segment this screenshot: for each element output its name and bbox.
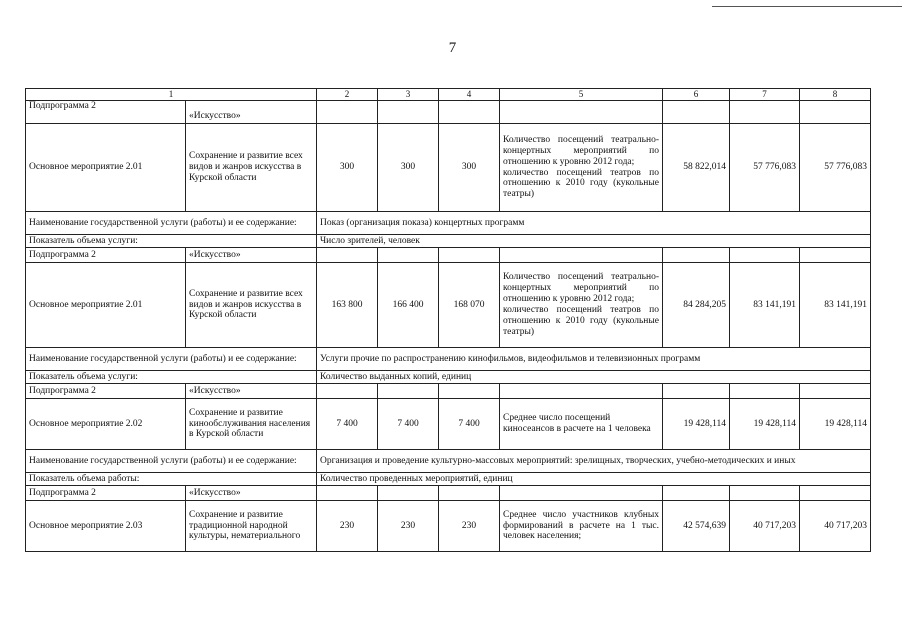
value-col-6: 84 284,205 (663, 263, 730, 348)
col-header-2: 2 (317, 89, 378, 101)
program-table (25, 88, 871, 552)
event-description: Сохранение и развитие традиционной народной культуры, нематериального (186, 501, 317, 552)
value-col-3: 166 400 (378, 263, 439, 348)
value-col-4: 7 400 (439, 399, 500, 450)
service-row (26, 450, 871, 473)
event-label: Основное мероприятие 2.01 (26, 124, 186, 212)
subprogram-name: «Искусство» (186, 248, 317, 263)
service-value: Показ (организация показа) концертных программ (317, 212, 871, 235)
volume-value: Количество выданных копий, единиц (317, 371, 871, 384)
service-label: Наименование государственной услуги (работы) и ее содержание: (26, 212, 317, 235)
volume-label: Показатель объема услуги: (26, 371, 317, 384)
subprogram-name: «Искусство» (186, 101, 317, 124)
volume-row (26, 371, 871, 384)
col-header-7: 7 (730, 89, 800, 101)
value-col-8: 57 776,083 (800, 124, 871, 212)
value-col-3: 7 400 (378, 399, 439, 450)
value-col-8: 83 141,191 (800, 263, 871, 348)
service-row (26, 212, 871, 235)
event-row (26, 501, 871, 552)
indicator-text: Среднее число участников клубных формирований в расчете на 1 тыс. человек населения; (500, 501, 663, 552)
value-col-4: 168 070 (439, 263, 500, 348)
service-label: Наименование государственной услуги (работы) и ее содержание: (26, 450, 317, 473)
event-label: Основное мероприятие 2.01 (26, 263, 186, 348)
subprogram-label: Подпрограмма 2 (26, 486, 186, 501)
value-col-2: 300 (317, 124, 378, 212)
top-rule (712, 6, 902, 7)
value-col-3: 230 (378, 501, 439, 552)
volume-value: Число зрителей, человек (317, 235, 871, 248)
event-description: Сохранение и развитие кинообслуживания населения в Курской области (186, 399, 317, 450)
value-col-7: 57 776,083 (730, 124, 800, 212)
event-description: Сохранение и развитие всех видов и жанров искусства в Курской области (186, 263, 317, 348)
subprogram-row (26, 248, 871, 263)
col-header-4: 4 (439, 89, 500, 101)
indicator-text: количество посещений театров по отношению к 2010 году (кукольные театры) (503, 167, 659, 200)
value-col-6: 58 822,014 (663, 124, 730, 212)
event-row (26, 124, 871, 212)
service-label: Наименование государственной услуги (работы) и ее содержание: (26, 348, 317, 371)
subprogram-row (26, 486, 871, 501)
event-label: Основное мероприятие 2.02 (26, 399, 186, 450)
subprogram-label: Подпрограмма 2 (26, 248, 186, 263)
subprogram-row (26, 384, 871, 399)
value-col-2: 163 800 (317, 263, 378, 348)
col-header-3: 3 (378, 89, 439, 101)
indicator-cell (500, 124, 663, 212)
indicator-text: Количество посещений театрально-концертных мероприятий по отношению к уровню 2012 года; (503, 272, 659, 305)
volume-value: Количество проведенных мероприятий, единиц (317, 473, 871, 486)
value-col-7: 83 141,191 (730, 263, 800, 348)
event-row (26, 399, 871, 450)
volume-label: Показатель объема работы: (26, 473, 317, 486)
value-col-4: 300 (439, 124, 500, 212)
value-col-8: 40 717,203 (800, 501, 871, 552)
volume-row (26, 235, 871, 248)
indicator-text: Количество посещений театрально-концертных мероприятий по отношению к уровню 2012 года; (503, 134, 659, 167)
value-col-6: 19 428,114 (663, 399, 730, 450)
event-label: Основное мероприятие 2.03 (26, 501, 186, 552)
volume-row (26, 473, 871, 486)
col-header-5: 5 (500, 89, 663, 101)
volume-label: Показатель объема услуги: (26, 235, 317, 248)
subprogram-label: Подпрограмма 2 (26, 384, 186, 399)
value-col-8: 19 428,114 (800, 399, 871, 450)
value-col-2: 7 400 (317, 399, 378, 450)
value-col-7: 19 428,114 (730, 399, 800, 450)
col-header-1: 1 (26, 89, 317, 101)
value-col-6: 42 574,639 (663, 501, 730, 552)
service-value: Услуги прочие по распространению кинофильмов, видеофильмов и телевизионных программ (317, 348, 871, 371)
indicator-text: количество посещений театров по отношению к 2010 году (кукольные театры) (503, 305, 659, 337)
event-row (26, 263, 871, 348)
service-row (26, 348, 871, 371)
value-col-7: 40 717,203 (730, 501, 800, 552)
value-col-3: 300 (378, 124, 439, 212)
indicator-cell (500, 263, 663, 348)
col-header-6: 6 (663, 89, 730, 101)
column-number-row (26, 89, 871, 101)
service-value: Организация и проведение культурно-массовых мероприятий: зрелищных, творческих, учебно-методических и иных (317, 450, 871, 473)
subprogram-name: «Искусство» (186, 486, 317, 501)
subprogram-label: Подпрограмма 2 (26, 101, 186, 124)
indicator-text: Среднее число посещений киносеансов в расчете на 1 человека (500, 399, 663, 450)
value-col-4: 230 (439, 501, 500, 552)
event-description: Сохранение и развитие всех видов и жанров искусства в Курской области (186, 124, 317, 212)
value-col-2: 230 (317, 501, 378, 552)
col-header-8: 8 (800, 89, 871, 101)
subprogram-name: «Искусство» (186, 384, 317, 399)
subprogram-row (26, 101, 871, 124)
page-number: 7 (448, 40, 457, 56)
